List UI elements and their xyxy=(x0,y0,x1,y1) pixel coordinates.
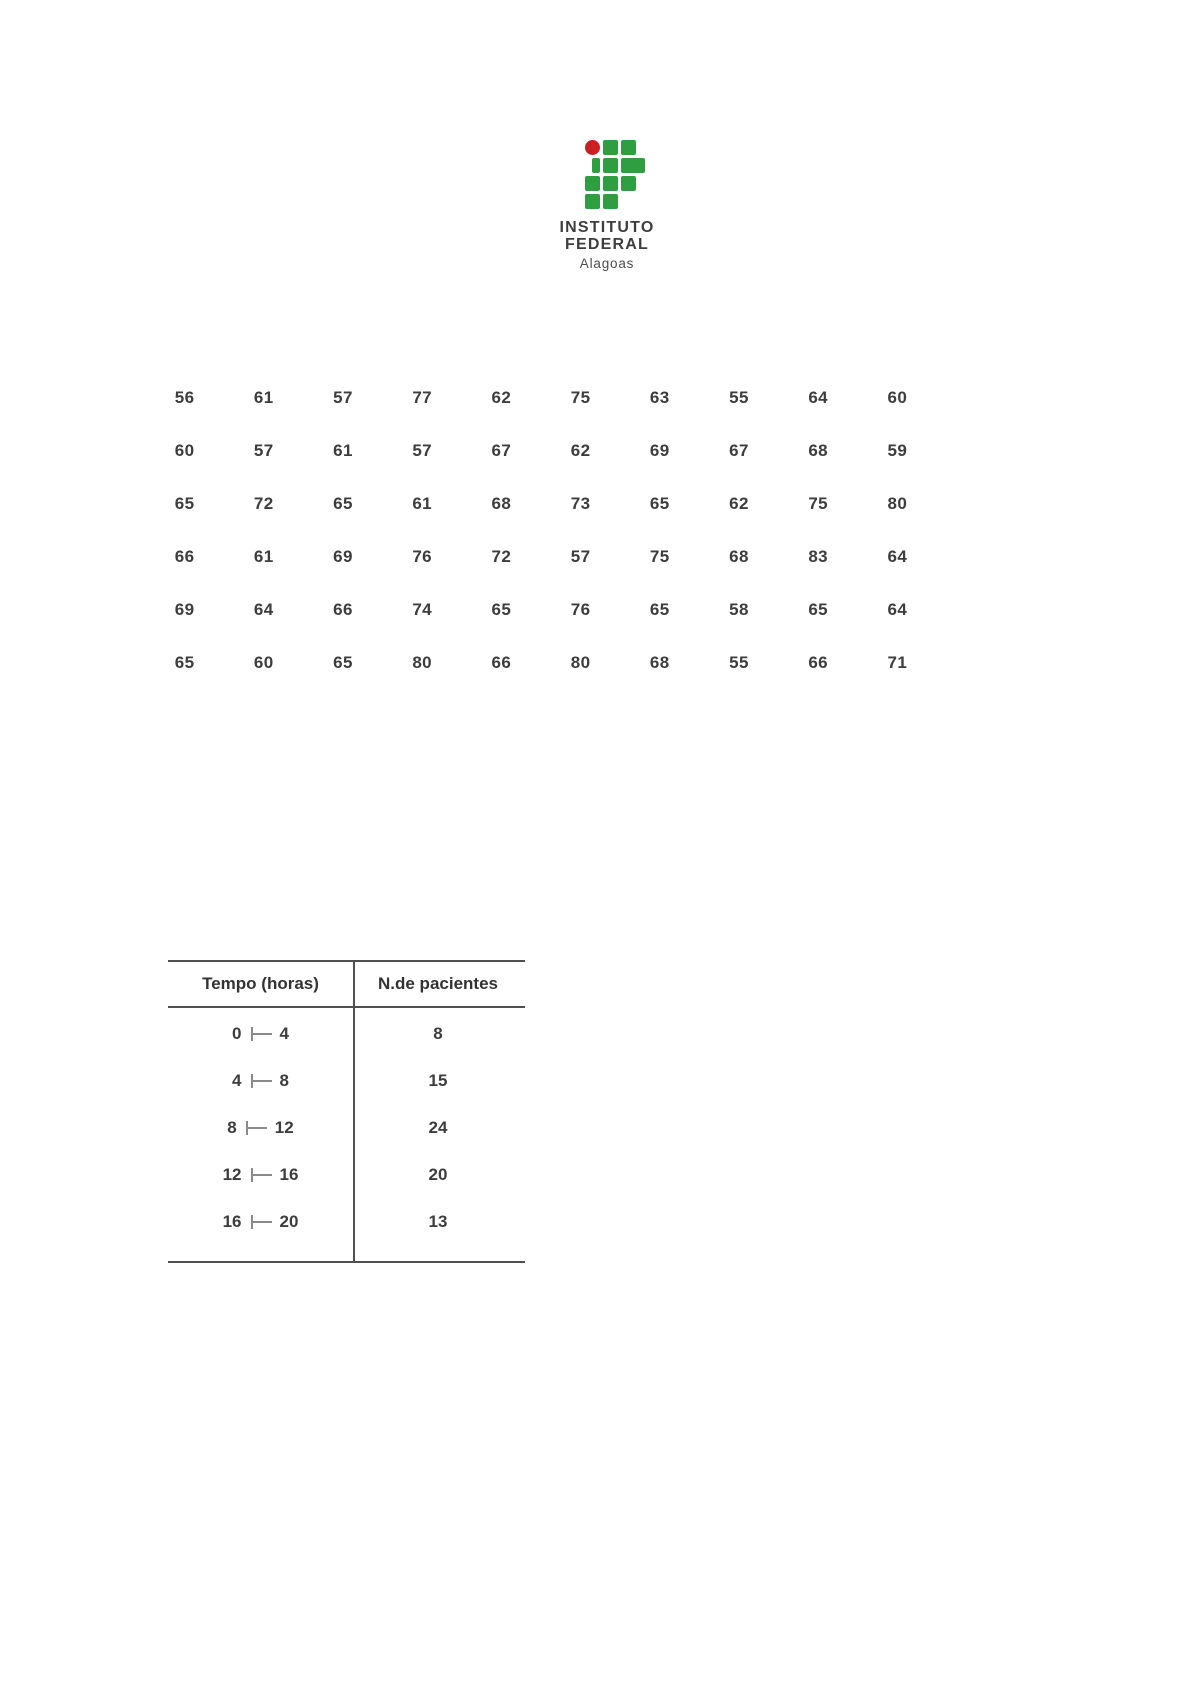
data-value: 55 xyxy=(729,652,749,672)
patients-cell: 15 xyxy=(428,1070,448,1090)
raw-data-grid xyxy=(145,371,937,689)
interval-cell xyxy=(168,1024,353,1044)
data-value: 57 xyxy=(253,440,274,460)
data-value: 77 xyxy=(412,387,433,407)
logo-square xyxy=(603,140,618,155)
data-value: 62 xyxy=(491,387,512,407)
logo-square xyxy=(592,158,600,173)
interval-upper: 16 xyxy=(279,1164,299,1184)
data-value: 56 xyxy=(174,387,195,407)
interval-tack-icon xyxy=(251,1168,271,1182)
data-value: 55 xyxy=(729,387,749,407)
data-value: 68 xyxy=(649,652,670,672)
data-value: 65 xyxy=(333,493,353,513)
data-value: 66 xyxy=(333,599,353,619)
interval-lower: 4 xyxy=(232,1070,242,1090)
column-header-pacientes: N.de pacientes xyxy=(378,974,498,993)
patients-cell: 8 xyxy=(433,1023,443,1043)
table-row xyxy=(168,1104,525,1151)
data-value: 69 xyxy=(649,440,670,460)
data-value: 80 xyxy=(412,652,433,672)
logo-square xyxy=(585,194,600,209)
interval-upper: 20 xyxy=(279,1211,299,1231)
data-value: 60 xyxy=(174,440,195,460)
interval-lower: 16 xyxy=(222,1211,242,1231)
data-value: 71 xyxy=(887,652,908,672)
logo-dot-icon xyxy=(585,140,600,155)
table-header-row xyxy=(168,962,525,1008)
data-value: 61 xyxy=(253,546,274,566)
logo-square xyxy=(621,158,645,173)
data-value: 65 xyxy=(174,493,195,513)
data-value: 65 xyxy=(808,599,829,619)
logo-square xyxy=(621,140,636,155)
interval-upper: 4 xyxy=(279,1023,289,1043)
data-value: 64 xyxy=(253,599,274,619)
logo-square xyxy=(603,176,618,191)
data-value: 58 xyxy=(729,599,749,619)
data-value: 75 xyxy=(649,546,670,566)
data-value: 60 xyxy=(253,652,274,672)
data-value: 66 xyxy=(491,652,512,672)
data-value: 73 xyxy=(570,493,591,513)
interval-tack-icon xyxy=(251,1215,271,1229)
data-value: 62 xyxy=(729,493,749,513)
data-value: 60 xyxy=(887,387,908,407)
data-value: 65 xyxy=(174,652,195,672)
logo-square xyxy=(603,158,618,173)
data-value: 68 xyxy=(729,546,749,566)
logo-text-federal: FEDERAL xyxy=(565,236,649,254)
data-value: 62 xyxy=(570,440,591,460)
data-value: 66 xyxy=(174,546,195,566)
data-value: 61 xyxy=(412,493,433,513)
table-row xyxy=(168,1010,525,1057)
data-value: 68 xyxy=(808,440,829,460)
data-value: 64 xyxy=(887,546,908,566)
data-value: 68 xyxy=(491,493,512,513)
interval-tack-icon xyxy=(251,1027,271,1041)
table-body xyxy=(168,1008,525,1261)
table-row xyxy=(168,1151,525,1198)
data-value: 75 xyxy=(808,493,829,513)
interval-tack-icon xyxy=(246,1121,266,1135)
data-value: 76 xyxy=(570,599,591,619)
data-value: 66 xyxy=(808,652,829,672)
data-value: 69 xyxy=(333,546,353,566)
interval-tack-icon xyxy=(251,1074,271,1088)
logo-square xyxy=(603,194,618,209)
data-value: 64 xyxy=(887,599,908,619)
ifal-logo-icon xyxy=(585,140,636,209)
data-value: 65 xyxy=(333,652,353,672)
data-value: 67 xyxy=(491,440,512,460)
interval-cell xyxy=(168,1212,353,1232)
data-value: 65 xyxy=(649,599,670,619)
logo-text-alagoas: Alagoas xyxy=(579,255,635,271)
data-value: 61 xyxy=(333,440,353,460)
logo-square xyxy=(585,176,600,191)
logo-text-instituto: INSTITUTO xyxy=(559,219,655,236)
data-value: 64 xyxy=(808,387,829,407)
data-value: 59 xyxy=(887,440,908,460)
patients-cell: 20 xyxy=(428,1164,448,1184)
interval-upper: 12 xyxy=(274,1117,294,1137)
interval-lower: 8 xyxy=(227,1117,237,1137)
data-value: 65 xyxy=(491,599,512,619)
data-value: 83 xyxy=(808,546,829,566)
data-value: 74 xyxy=(412,599,433,619)
data-value: 69 xyxy=(174,599,195,619)
data-value: 75 xyxy=(570,387,591,407)
interval-cell xyxy=(168,1165,353,1185)
patients-cell: 13 xyxy=(428,1211,448,1231)
column-header-tempo: Tempo (horas) xyxy=(202,974,319,993)
ifal-logo xyxy=(517,140,697,271)
data-value: 80 xyxy=(887,493,908,513)
data-value: 67 xyxy=(729,440,749,460)
logo-square xyxy=(621,176,636,191)
interval-upper: 8 xyxy=(279,1070,289,1090)
data-value: 72 xyxy=(491,546,512,566)
data-value: 65 xyxy=(649,493,670,513)
interval-cell xyxy=(168,1071,353,1091)
frequency-table xyxy=(168,960,525,1263)
table-column-divider xyxy=(353,962,355,1261)
interval-lower: 12 xyxy=(222,1164,242,1184)
table-row xyxy=(168,1057,525,1104)
data-value: 63 xyxy=(649,387,670,407)
patients-cell: 24 xyxy=(428,1117,448,1137)
interval-cell xyxy=(168,1118,353,1138)
data-value: 61 xyxy=(253,387,274,407)
table-row xyxy=(168,1198,525,1245)
data-value: 57 xyxy=(570,546,591,566)
data-value: 72 xyxy=(253,493,274,513)
interval-lower: 0 xyxy=(232,1023,242,1043)
data-value: 57 xyxy=(333,387,353,407)
data-value: 76 xyxy=(412,546,433,566)
data-value: 80 xyxy=(570,652,591,672)
data-value: 57 xyxy=(412,440,433,460)
